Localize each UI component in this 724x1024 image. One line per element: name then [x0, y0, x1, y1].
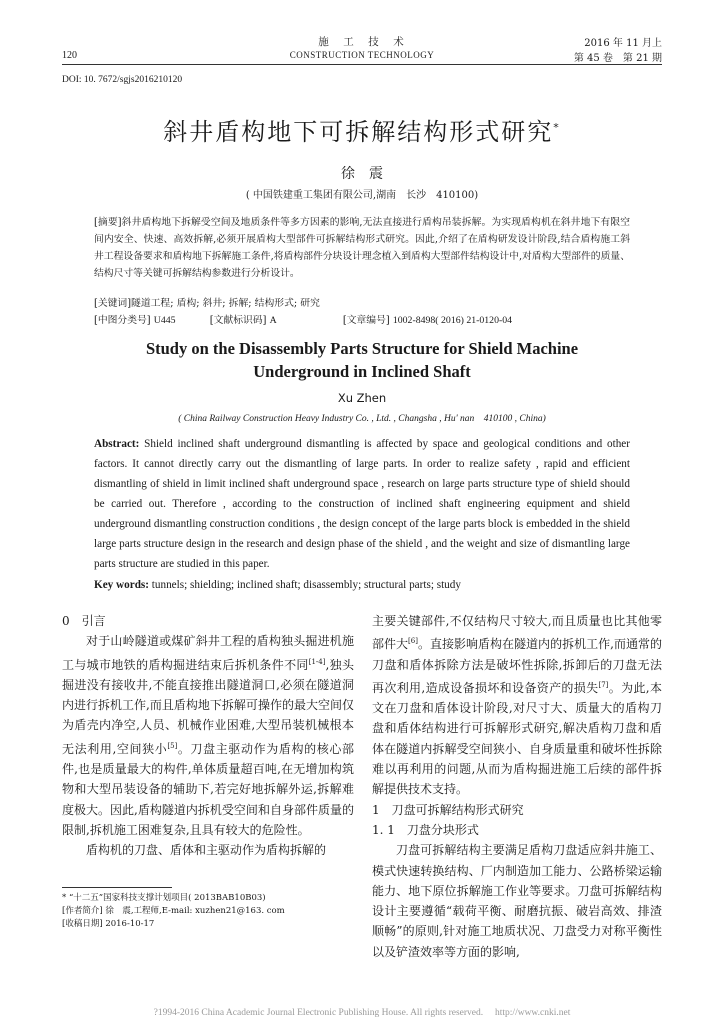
- header-issue: 第 45 卷 第 21 期: [573, 53, 662, 64]
- author-en: Xu Zhen: [337, 391, 387, 405]
- keywords-en-label: Key words:: [94, 579, 149, 591]
- intro-p1c: 。刀盘主驱动作为盾构的核心部件,也是质量最大的构件,单体质量超百吨,在无增加构筑物和大型吊装设备的辅助下,若完好地拆解外运,拆解难度极大。因此,盾构隧道内拆机受空间和自身部件质量的限制,拆机施工困难复杂,且具有较大的危险性。: [62, 741, 354, 837]
- abstract-cn-text: 斜井盾构地下拆解受空间及地质条件等多方因素的影响,无法直接进行盾构吊装拆解。为实现盾构机在斜井地下有限空间内安全、快速、高效拆解,必须开展盾构大型部件可拆解结构形式研究。因此,介绍了在盾构研发设计阶段,结合盾构施工斜井工程设备要求和盾构地下拆解施工条件,将盾构部件分块设计理念植入到盾构大型部件结构设计中,对盾构大型部件的质量、结构尺寸等关键可拆解结构参数进行分析设计。: [94, 217, 630, 279]
- citation-ref: [1-4]: [308, 657, 326, 666]
- right-column: [372, 611, 662, 962]
- abstract-en-label: Abstract:: [94, 438, 140, 450]
- cont-p1c: 。为此,本文在刀盘和盾体设计阶段,对尺寸大、质量大的盾构刀盘和盾体结构进行可拆解形式研究,解决盾构刀盘和盾体在隧道内拆解受空间狭小、自身质量重和破坏性拆除难以再利用的问题,从而为盾构掘进施工后续的部件拆解提供技术支持。: [372, 680, 662, 797]
- footnote-fund: * “十二五”国家科技支撑计划项目( 2013BAB10B03): [62, 893, 266, 903]
- article-number-value: 1002-8498( 2016) 21-0120-04: [392, 315, 513, 326]
- citation-ref: [7]: [598, 680, 609, 689]
- header-rule: [62, 64, 662, 65]
- intro-p1a: 对于山岭隧道或煤矿斜井工程的盾构独头掘进机施工与城市地铁的盾构掘进结束后拆机条件不同: [62, 634, 354, 672]
- cont-p1a: 主要关键部件,不仅结构尺寸较大,而且质量也比其他零部件大: [372, 614, 662, 652]
- keywords-en-text: tunnels; shielding; inclined shaft; disassembly; structural parts; study: [151, 579, 461, 591]
- abstract-cn-label: [摘要]: [94, 217, 122, 228]
- affiliation-cn: ( 中国铁建重工集团有限公司,湖南 长沙 410100): [245, 190, 479, 201]
- header-date: 2016 年 11 月上: [584, 38, 662, 49]
- article-title-en-line1: Study on the Disassembly Parts Structure for Shield Machine: [145, 339, 579, 358]
- footnote-received: [收稿日期] 2016-10-17: [62, 919, 155, 929]
- doi: DOI: 10. 7672/sgjs2016210120: [62, 75, 183, 85]
- journal-title-en: CONSTRUCTION TECHNOLOGY: [289, 50, 435, 60]
- clc-value: U445: [153, 315, 176, 326]
- intro-p1b: ,独头掘进没有接收井,不能直接推出隧道洞口,必须在隧道洞内进行拆机工作,而且盾构地下拆解可操作的最大空间仅为盾壳内净空,人员、机械作业困难,大型吊装机械根本无法利用,空间狭小: [62, 657, 354, 756]
- section-1-1-paragraph: 刀盘可拆解结构主要满足盾构刀盘适应斜井施工、模式快速转换结构、厂内制造加工能力、公路桥梁运输能力、地下原位拆解施工作业等要求。刀盘可拆解结构设计主要遵循“载荷平衡、耐磨抗振、破岩高效、排渣顺畅”的原则,针对施工地质状况、刀盘受力对称平衡性以及铲渣效率等方面的影响,: [372, 843, 662, 959]
- citation-ref: [5]: [167, 741, 178, 750]
- footnote-author: [作者简介] 徐 震,工程师,E-mail: xuzhen21@163. com: [62, 906, 285, 916]
- intro-paragraph-cont: [372, 611, 662, 800]
- citation-ref: [6]: [408, 637, 418, 646]
- article-title-cn: [62, 112, 662, 147]
- journal-title-cn: 施 工 技 术: [318, 36, 406, 48]
- section-0-heading: 0 引言: [62, 614, 106, 628]
- keywords-cn-text: 隧道工程; 盾构; 斜井; 拆解; 结构形式; 研究: [131, 298, 320, 309]
- article-number-label: [文章编号]: [342, 315, 390, 326]
- page-number: 120: [62, 50, 77, 61]
- keywords-cn-label: [关键词]: [94, 298, 132, 309]
- abstract-cn: [94, 214, 630, 282]
- intro-paragraph-2: 盾构机的刀盘、盾体和主驱动作为盾构拆解的: [86, 843, 327, 858]
- section-1-heading: 1 刀盘可拆解结构形式研究: [372, 802, 524, 817]
- footnote-rule: [62, 887, 172, 888]
- title-text: 斜井盾构地下可拆解结构形式研究: [163, 118, 554, 146]
- cont-p1b: 。直接影响盾构在隧道内的拆机工作,而通常的刀盘和盾体拆除方法是破坏性拆除,拆卸后的刀盘无法再次利用,造成设备损坏和设备资产的损失: [372, 637, 662, 695]
- affiliation-en: ( China Railway Construction Heavy Industry Co. , Ltd. , Changsha , Hu' nan 410100 , China): [178, 414, 546, 424]
- intro-paragraph-1: [62, 631, 354, 840]
- keywords-en: [94, 575, 630, 595]
- doc-code-value: A: [269, 315, 277, 326]
- left-column: [62, 611, 354, 861]
- section-1-1-heading: 1. 1 刀盘分块形式: [372, 822, 479, 837]
- abstract-en-text: Shield inclined shaft underground dismantling is affected by space and geological conditions and other factors. It cannot directly carry out the dismantling of large parts. In order to realize safety , rapid and efficient dismantling of shield in limit inclined shaft underground space , research on large parts structure type of shield should be carried out. Therefore , according to the construction of inclined shaft engineering equipment and shield underground dismantling construction conditions , the design concept of the large parts block is embedded in the shield large parts structure design in the research and design phase of the shield , and the weight and size of dismantling large parts structure are studied in this paper.: [94, 438, 630, 570]
- clc-label: [中图分类号]: [94, 315, 151, 326]
- article-title-en-line2: Underground in Inclined Shaft: [253, 362, 471, 381]
- copyright-footer: ?1994-2016 China Academic Journal Electronic Publishing House. All rights reserved. http://www.cnki.net: [153, 1008, 571, 1018]
- classification-line: [94, 312, 630, 329]
- title-footnote-mark: *: [553, 121, 561, 134]
- doc-code-label: [文献标识码]: [209, 315, 267, 326]
- abstract-en: [94, 434, 630, 574]
- keywords-cn: [94, 295, 630, 312]
- author-cn: 徐 震: [341, 166, 383, 182]
- footnotes: [62, 892, 354, 931]
